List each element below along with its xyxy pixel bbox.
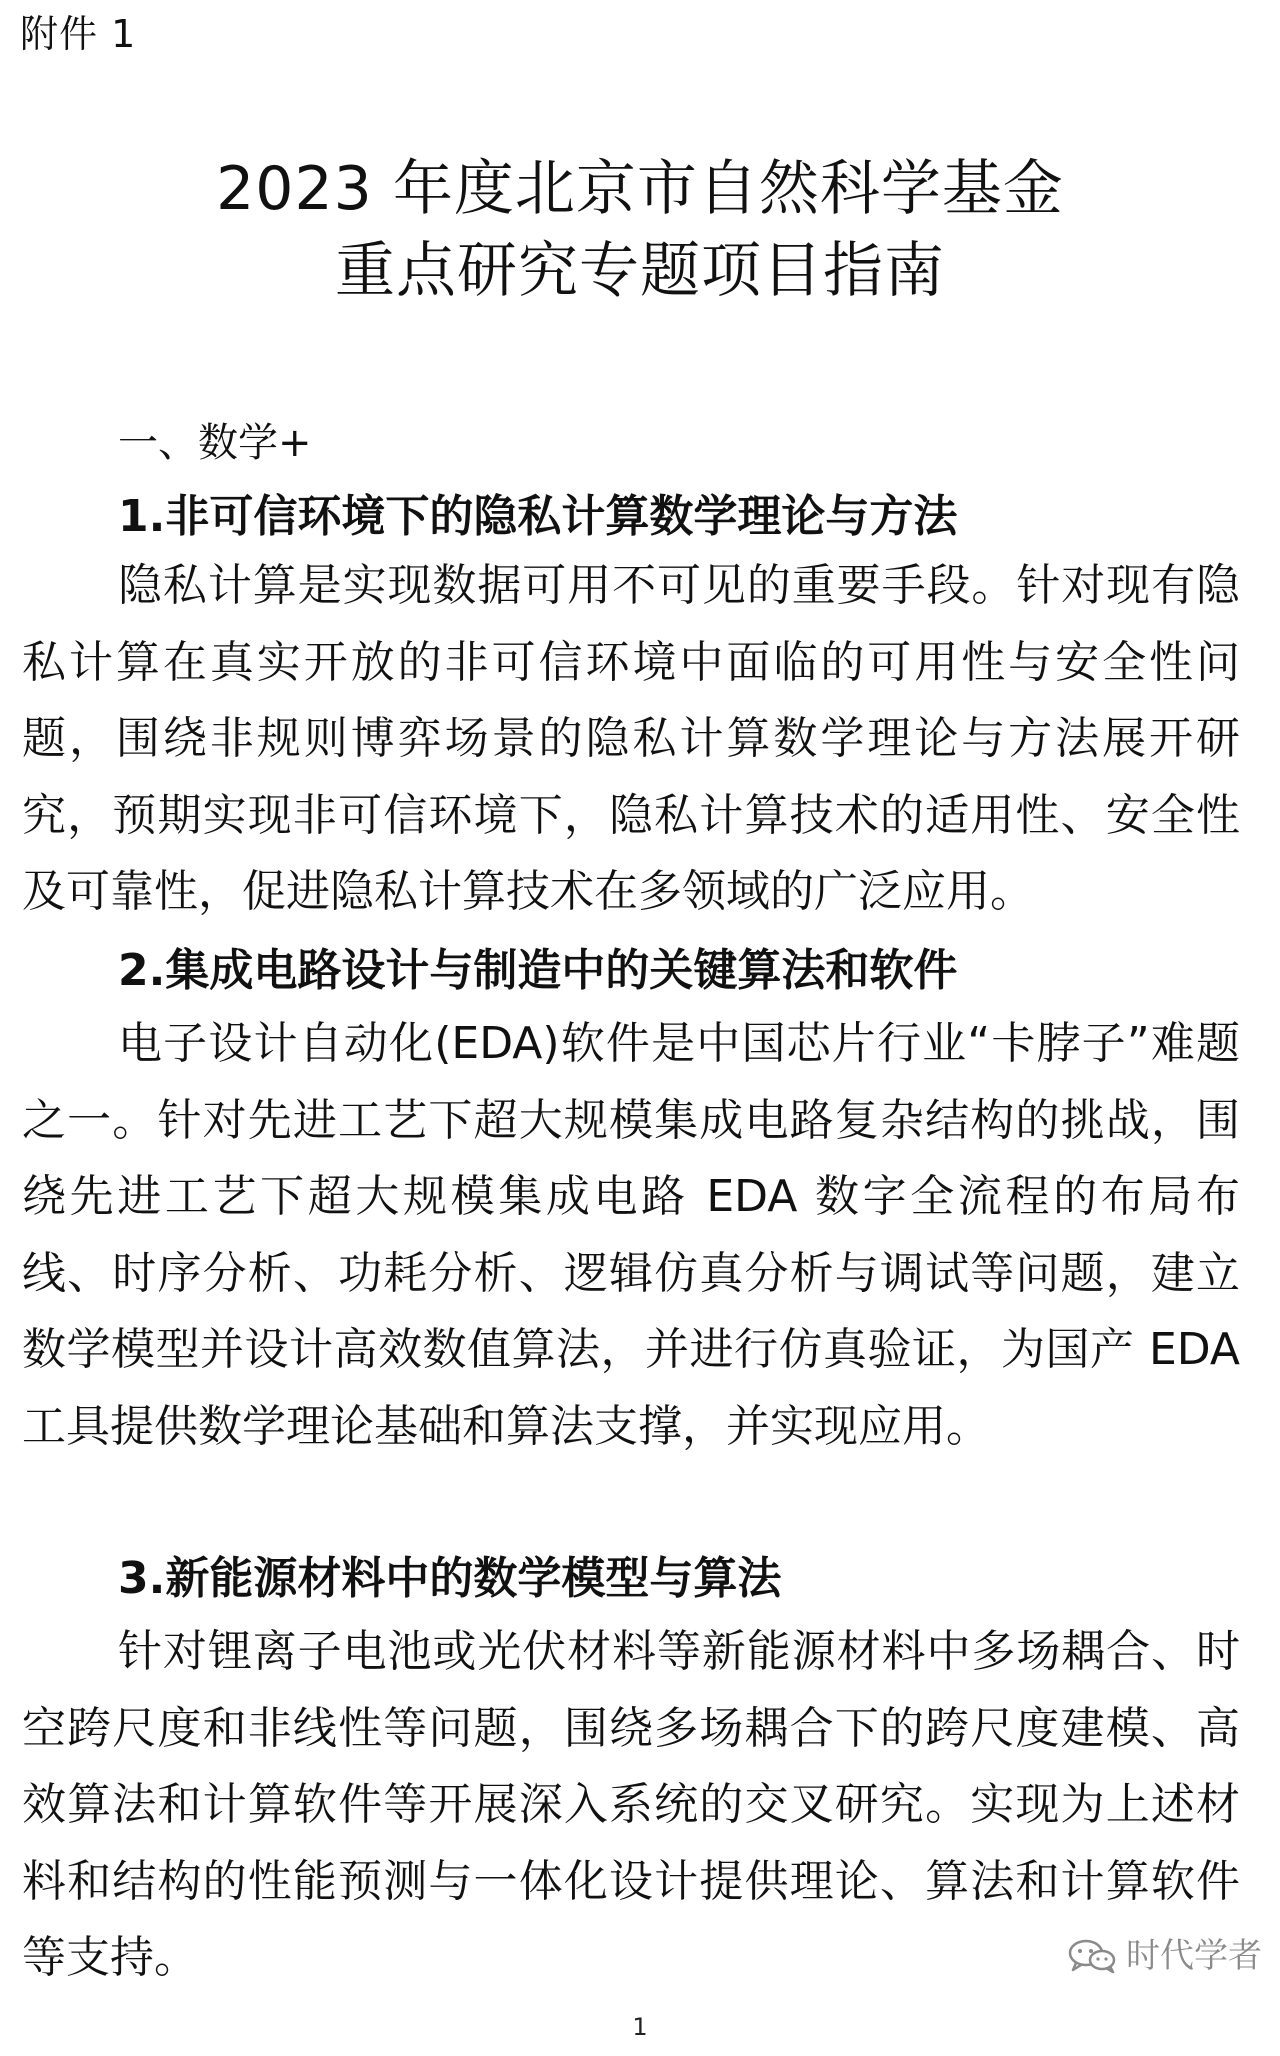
- wechat-icon: [1066, 1938, 1118, 1974]
- item-body-3: 针对锂离子电池或光伏材料等新能源材料中多场耦合、时空跨尺度和非线性等问题，围绕多场耦合下的跨尺度建模、高效算法和计算软件等开展深入系统的交叉研究。实现为上述材料和结构的性能预测与一体化设计提供理论、算法和计算软件等支持。: [22, 1626, 1240, 1983]
- item-heading-2: 2.集成电路设计与制造中的关键算法和软件: [118, 945, 958, 996]
- attachment-label: 附件 1: [20, 12, 137, 56]
- item-body-2: 电子设计自动化(EDA)软件是中国芯片行业“卡脖子”难题之一。针对先进工艺下超大规模集成电路复杂结构的挑战，围绕先进工艺下超大规模集成电路 EDA 数字全流程的布局布线、时序分析、功耗分析、逻辑仿真分析与调试等问题，建立数学模型并设计高效数值算法，并进行仿真验证，为国产 EDA 工具提供数学理论基础和算法支撑，并实现应用。: [22, 1018, 1240, 1452]
- item-heading-3: 3.新能源材料中的数学模型与算法: [118, 1553, 782, 1604]
- document-title-line-2: 重点研究专题项目指南: [335, 236, 945, 306]
- item-body-1: 隐私计算是实现数据可用不可见的重要手段。针对现有隐私计算在真实开放的非可信环境中面临的可用性与安全性问题，围绕非规则博弈场景的隐私计算数学理论与方法展开研究，预期实现非可信环境下，隐私计算技术的适用性、安全性及可靠性，促进隐私计算技术在多领域的广泛应用。: [22, 560, 1240, 917]
- document-title-line-1: 2023 年度北京市自然科学基金: [216, 154, 1064, 224]
- watermark: [1066, 1936, 1262, 1976]
- section-heading: 一、数学+: [118, 420, 312, 466]
- item-heading-1: 1.非可信环境下的隐私计算数学理论与方法: [118, 491, 958, 542]
- page-number: 1: [632, 2013, 648, 2041]
- watermark-text: 时代学者: [1126, 1936, 1262, 1976]
